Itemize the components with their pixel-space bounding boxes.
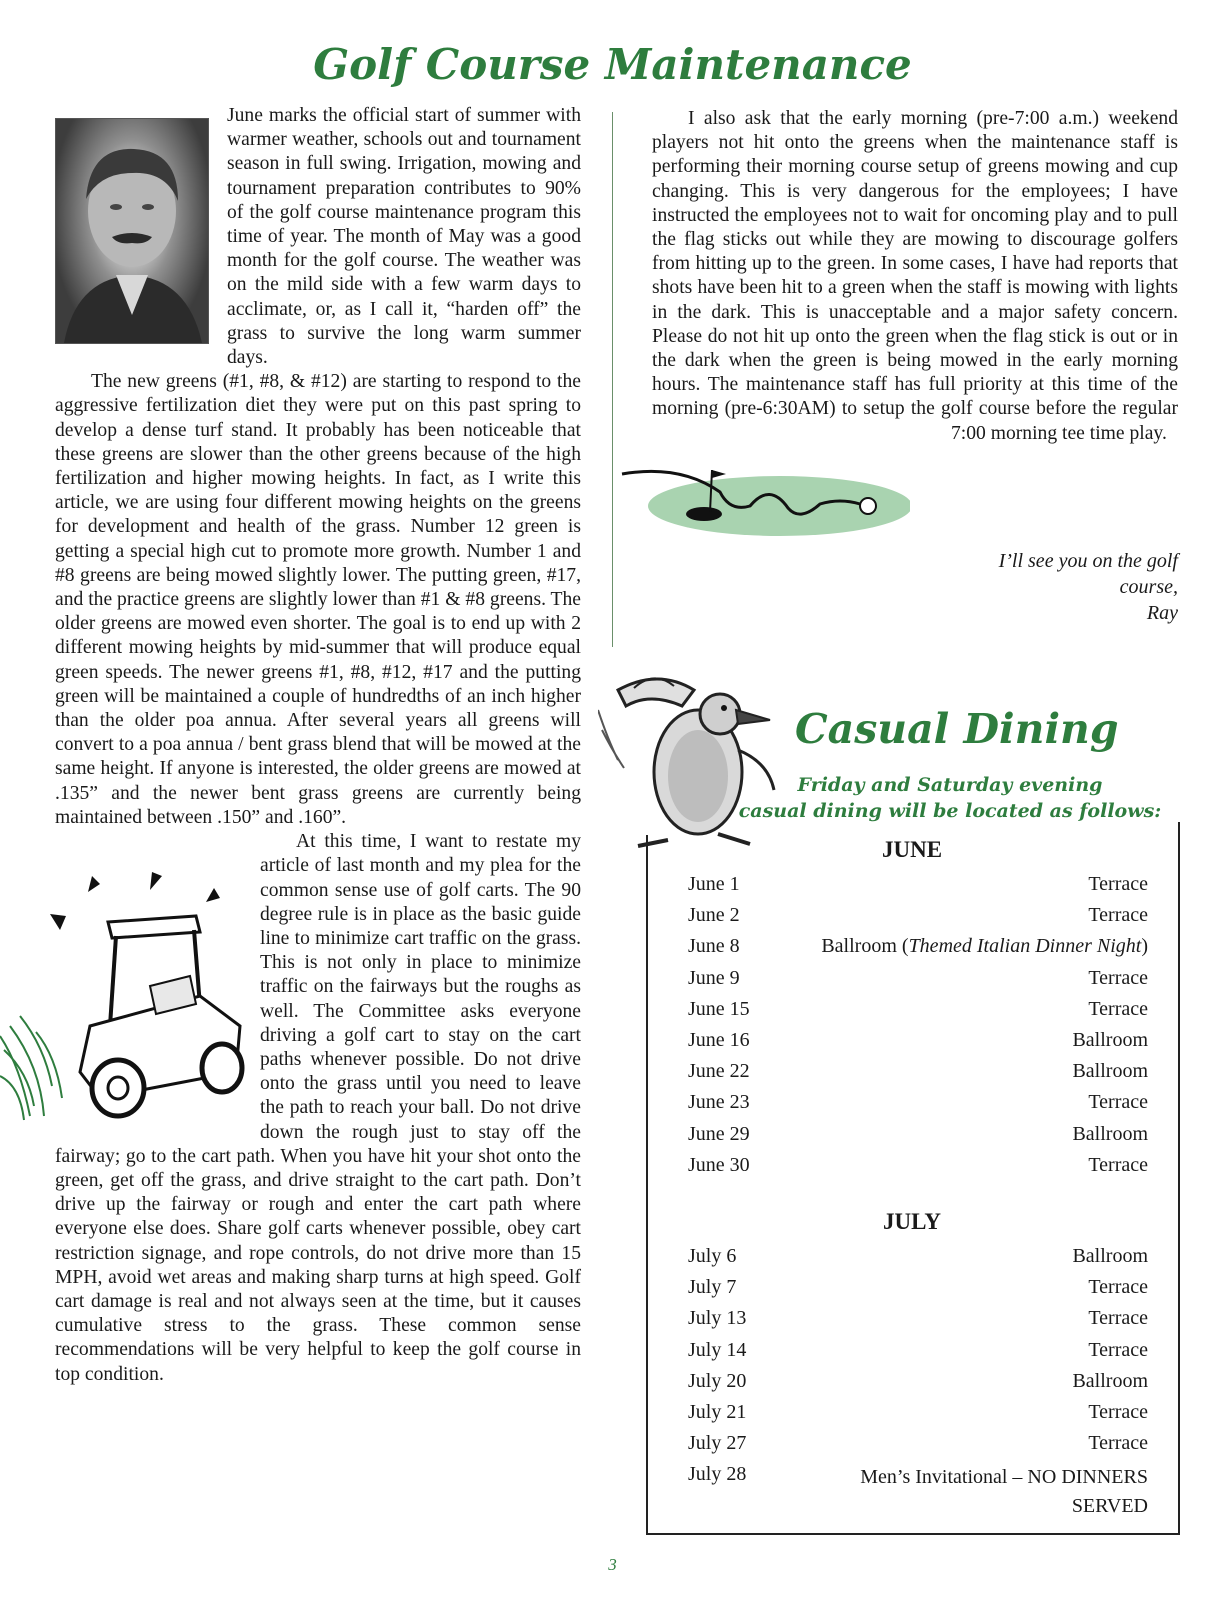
schedule-row <box>646 1303 1178 1334</box>
schedule-venue: Ballroom <box>1072 1060 1148 1083</box>
schedule-date: July 21 <box>688 1400 747 1423</box>
schedule-venue <box>821 935 1148 958</box>
schedule-venue: Men’s Invitational – NO DINNERS SERVED <box>860 1466 1148 1518</box>
right-paragraph-text-tail: the golf course before the regular 7:00 morning tee time play. <box>910 398 1178 444</box>
dining-schedule <box>646 835 1180 1535</box>
month-heading-june: JUNE <box>881 837 943 862</box>
schedule-date: June 29 <box>688 1122 750 1145</box>
month-heading-july: JULY <box>883 1208 941 1234</box>
schedule-row <box>646 1241 1178 1272</box>
schedule-venue: Terrace <box>1088 904 1148 927</box>
schedule-venue: Terrace <box>1088 1276 1148 1299</box>
dining-title: Casual Dining <box>795 705 1119 753</box>
schedule-row <box>646 1459 1178 1521</box>
signoff-name: Ray <box>1146 602 1178 624</box>
signoff-line: course, <box>1119 576 1178 598</box>
schedule-date: June 2 <box>688 904 740 927</box>
signoff <box>652 548 1178 626</box>
article-paragraph: At this time, I want to restate my article of last month and my plea for the common sense use of golf carts. The 90 degree rule is in place as the basic guide line to minimize cart traffic on the grass. This is not only in place to minimize traffic on the fairways but the roughs as well. The Committee asks everyone driving a golf cart to stay on the cart paths whenever possible. Do not drive onto the grass until you need to leave the path to reach your ball. Do not drive down the rough just to stay off the fairway; go to the cart path. When you have hit your shot onto the green, get off the grass, and drive straight to the cart path. Don’t drive up the fairway or rough and enter the cart path where everyone else does. Share golf carts whenever possible, obey cart restriction signage, and rope controls, do not drive more than 15 MPH, avoid wet areas and making sharp turns at high speed. Golf cart damage is real and not always seen at the time, but it causes cumulative stress to the grass. These common sense recommendations will be very helpful to keep the golf course in top condition. <box>55 831 581 1385</box>
schedule-date: June 23 <box>688 1091 750 1114</box>
schedule-date: June 22 <box>688 1060 750 1083</box>
schedule-row <box>646 1119 1178 1150</box>
schedule-date: June 8 <box>688 935 740 958</box>
dining-subtitle-line: casual dining will be located as follows: <box>738 800 1162 822</box>
venue-close: ) <box>1141 935 1148 958</box>
schedule-venue: Terrace <box>1088 1153 1148 1176</box>
schedule-date: July 13 <box>688 1307 747 1330</box>
venue-name: Ballroom ( <box>821 935 909 958</box>
dining-subtitle <box>720 772 1180 824</box>
author-photo <box>55 118 209 344</box>
schedule-row <box>646 869 1178 900</box>
schedule-row <box>646 994 1178 1025</box>
schedule-row <box>646 1428 1178 1459</box>
dining-subtitle-line: Friday and Saturday evening <box>797 774 1103 796</box>
schedule-venue: Ballroom <box>1072 1244 1148 1267</box>
schedule-date: June 30 <box>688 1153 750 1176</box>
article-paragraph: The new greens (#1, #8, & #12) are starting to respond to the aggressive fertilization diet they were put on this past spring to develop a dense turf stand. It probably has been noticeable that these greens are slower than the other greens because of the high fertilization and higher mowing heights. In fact, as I write this article, we are using four different mowing heights on the greens for development and health of the grass. Number 12 green is getting a special high cut to promote more growth. Number 1 and #8 greens are being mowed slightly lower. The putting green, #17, and the practice greens are slightly lower than #1 & #8 greens. The older greens are mowed even shorter. The goal is to end up with 2 different mowing heights by mid-summer that will produce equal green speeds. The newer greens #1, #8, #12, #17 and the putting green will be maintained a couple of hundredths of an inch higher than the older poa annua. After several years all greens will convert to a poa annua / bent grass blend that will be mowed at the same height. If anyone is interested, the older greens are mowed at .135” and the newer bent grass greens are currently being maintained between .150” and .160”. <box>55 371 581 828</box>
schedule-venue: Ballroom <box>1072 1369 1148 1392</box>
schedule-date: July 14 <box>688 1338 747 1361</box>
schedule-row <box>646 931 1178 962</box>
schedule-row <box>646 1056 1178 1087</box>
schedule-row <box>646 1150 1178 1181</box>
schedule-date: July 6 <box>688 1244 737 1267</box>
venue-note: Themed Italian Dinner Night <box>908 935 1142 958</box>
article-paragraph-right <box>652 107 1178 446</box>
schedule-venue: Ballroom <box>1072 1029 1148 1052</box>
page-number: 3 <box>608 1555 617 1574</box>
schedule-venue: Terrace <box>1088 1400 1148 1423</box>
article-paragraph: June marks the official start of summer with warmer weather, schools out and tournament season in full swing. Irrigation, mowing and tournament preparation contributes to 90% of the golf course maintenance program this time of year. The month of May was a good month for the golf course. The weather was on the mild side with a few warm days to acclimate, or, as I call it, “harden off” the grass to survive the long warm summer days. <box>227 105 581 369</box>
schedule-venue: Terrace <box>1088 1338 1148 1361</box>
schedule-row <box>646 1334 1178 1365</box>
schedule-venue: Terrace <box>1088 1307 1148 1330</box>
signoff-line: I’ll see you on the golf <box>998 550 1178 572</box>
schedule-row <box>646 1272 1178 1303</box>
schedule-date: July 27 <box>688 1432 747 1455</box>
schedule-row <box>646 1025 1178 1056</box>
schedule-date: July 7 <box>688 1276 737 1299</box>
schedule-venue: Ballroom <box>1072 1122 1148 1145</box>
schedule-venue: Terrace <box>1088 873 1148 896</box>
schedule-date: July 28 <box>688 1463 747 1486</box>
page-title: Golf Course Maintenance <box>313 40 912 89</box>
golf-cart-illustration <box>0 836 250 1126</box>
schedule-date: June 9 <box>688 966 740 989</box>
schedule-venue: Terrace <box>1088 1091 1148 1114</box>
right-paragraph-text: I also ask that the early morning (pre-7:00 a.m.) weekend players not hit onto the greens when the maintenance staff is performing their morning course setup of greens mowing and cup changing. This is very dangerous for the employees; I have instructed the employees not to wait for oncoming play and to pull the flag sticks out while they are mowing to discourage golfers from hitting up to the green. In some cases, I have had reports that shots have been hit to a green when the staff is mowing with lights in the dark. This is unacceptable and a major safety concern. Please do not hit up onto the green when the flag stick is out or in the dark when the green is being mowed in the early morning hours. The maintenance staff has full priority at this time of the morning (pre-6:30AM) to setup <box>652 108 1178 420</box>
schedule-venue: Terrace <box>1088 997 1148 1020</box>
schedule-date: June 1 <box>688 873 740 896</box>
schedule-date: June 15 <box>688 997 750 1020</box>
column-divider <box>612 112 613 647</box>
article-left-column <box>55 104 581 1387</box>
schedule-row <box>646 1397 1178 1428</box>
schedule-venue: Terrace <box>1088 1432 1148 1455</box>
schedule-venue: Terrace <box>1088 966 1148 989</box>
schedule-date: July 20 <box>688 1369 747 1392</box>
schedule-row <box>646 1087 1178 1118</box>
schedule-date: June 16 <box>688 1029 750 1052</box>
golf-green-illustration <box>620 452 910 552</box>
schedule-row <box>646 1366 1178 1397</box>
schedule-row <box>646 963 1178 994</box>
schedule-row <box>646 900 1178 931</box>
